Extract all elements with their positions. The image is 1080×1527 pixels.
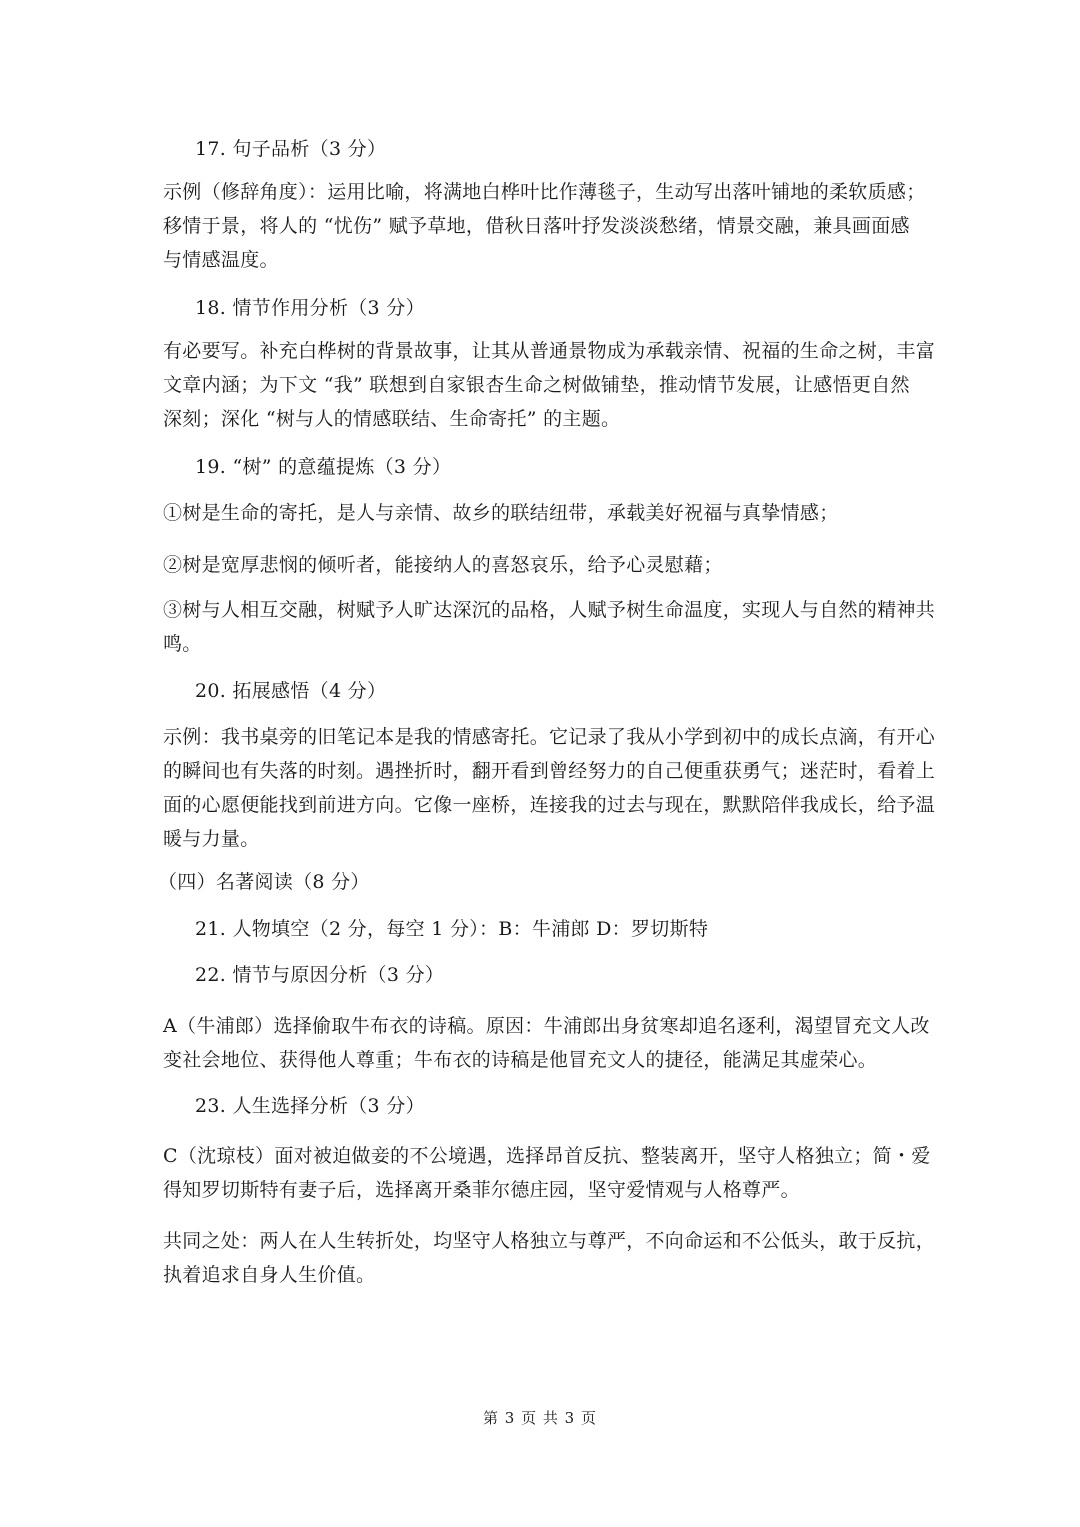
q22-heading: 22. 情节与原因分析（3 分） bbox=[195, 964, 445, 986]
page-footer bbox=[0, 1407, 1080, 1429]
q18-heading: 18. 情节作用分析（3 分） bbox=[195, 297, 425, 319]
q23-answer-part-2: 共同之处：两人在人生转折处，均坚守人格独立与尊严，不向命运和不公低头，敢于反抗， 执着追求自身人生价值。 bbox=[163, 1230, 936, 1286]
q19-heading: 19. “树” 的意蕴提炼（3 分） bbox=[195, 456, 452, 478]
q19-point-3: ③树与人相互交融，树赋予人旷达深沉的品格，人赋予树生命温度，实现人与自然的精神共 鸣。 bbox=[163, 599, 936, 655]
q19-point-2: ②树是宽厚悲悯的倾听者，能接纳人的喜怒哀乐，给予心灵慰藉； bbox=[163, 554, 723, 576]
page-number: 第 3 页 共 3 页 bbox=[483, 1409, 597, 1427]
q20-heading: 20. 拓展感悟（4 分） bbox=[195, 680, 387, 702]
q22-answer: A（牛浦郎）选择偷取牛布衣的诗稿。原因：牛浦郎出身贫寒却追名逐利，渴望冒充文人改 变社会地位、获得他人尊重；牛布衣的诗稿是他冒充文人的捷径，能满足其虚荣心。 bbox=[163, 1015, 930, 1071]
q18-answer: 有必要写。补充白桦树的背景故事，让其从普通景物成为承载亲情、祝福的生命之树，丰富 文章内涵；为下文 “我” 联想到自家银杏生命之树做铺垫，推动情节发展，让感悟更自然 深刻；深化 “树与人的情感联结、生命寄托” 的主题。 bbox=[163, 340, 936, 430]
section-4-heading: （四）名著阅读（8 分） bbox=[158, 871, 370, 893]
q23-heading: 23. 人生选择分析（3 分） bbox=[195, 1095, 425, 1117]
q23-answer-part-1: C（沈琼枝）面对被迫做妾的不公境遇，选择昂首反抗、整装离开，坚守人格独立；简・爱 得知罗切斯特有妻子后，选择离开桑菲尔德庄园，坚守爱情观与人格尊严。 bbox=[163, 1145, 931, 1201]
q21-answer: 21. 人物填空（2 分，每空 1 分）：B：牛浦郎 D：罗切斯特 bbox=[195, 918, 709, 940]
q17-heading: 17. 句子品析（3 分） bbox=[195, 138, 387, 160]
q19-point-1: ①树是生命的寄托，是人与亲情、故乡的联结纽带，承载美好祝福与真挚情感； bbox=[163, 502, 839, 524]
q20-answer: 示例：我书桌旁的旧笔记本是我的情感寄托。它记录了我从小学到初中的成长点滴，有开心 的瞬间也有失落的时刻。遇挫折时，翻开看到曾经努力的自己便重获勇气；迷茫时，看着上 面的心愿便能找到前进方向。它像一座桥，连接我的过去与现在，默默陪伴我成长，给予温 暖与力量。 bbox=[163, 726, 936, 850]
q17-answer: 示例（修辞角度）：运用比喻，将满地白桦叶比作薄毯子，生动写出落叶铺地的柔软质感； 移情于景，将人的 “忧伤” 赋予草地，借秋日落叶抒发淡淡愁绪，情景交融，兼具画面感 与情感温度。 bbox=[163, 181, 926, 271]
